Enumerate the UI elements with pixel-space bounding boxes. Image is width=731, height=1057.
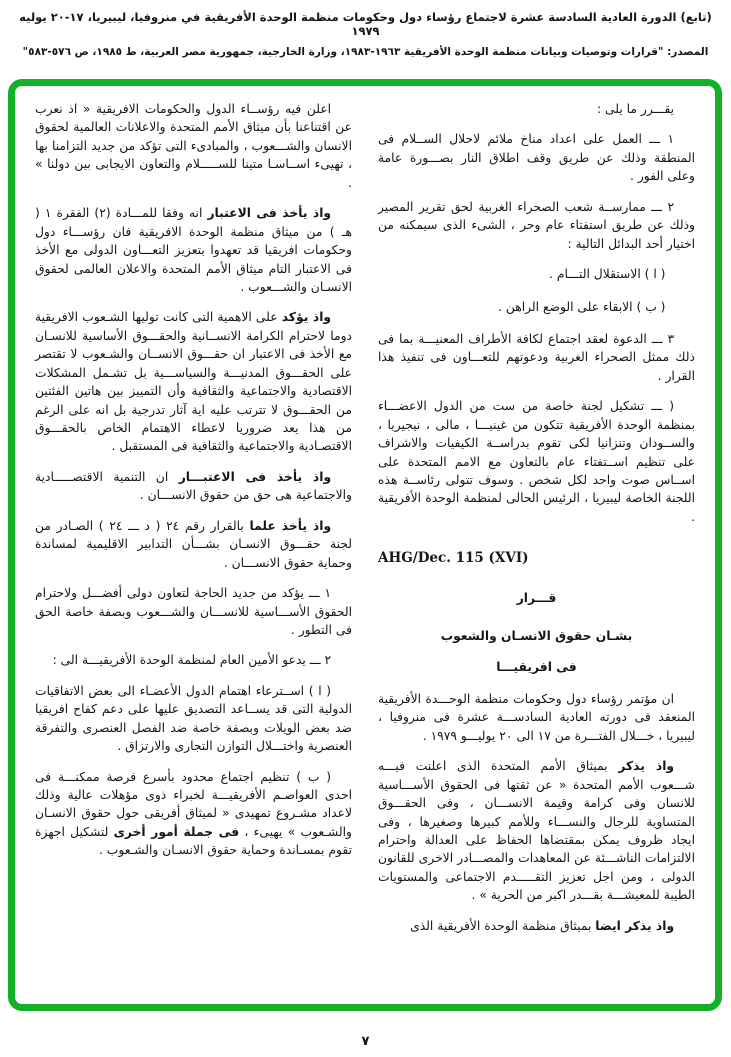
section-heading: بشـان حقوق الانسـان والشعوب <box>440 629 633 643</box>
paragraph: ( ب ) الابقاء على الوضع الراهن . <box>498 299 666 314</box>
paragraph: ٢ ـــ يدعو الأمين العام لمنظمة الوحدة الأفريقيـــة الى : <box>52 653 332 668</box>
column-left <box>35 100 352 996</box>
paragraph: واذ يؤكد على الاهمية التى كانت توليها الشـعوب الافريقية دوما لاحترام الكرامة الانســانية والحقـــوق الأساسية للانسـان مع الأخذ فى الاعتبار ان حقـــوق الانســان والشـعوب لا تقتصر على الحقـــوق المدنيـــة والسياســـية بل تشـمل المشكلات الاقتصادية والاجتماعية والثقافية وأن التمييز بين هاتين الفئتين من الحقـــوق لا تترتب عليه اية آثار تدرجية بل انه على الرغم من هذا يعد ضروريا لاعطاء الاهتمام الخاص بالحقـــوق الاقتصـادية والاجتماعية والثقافية فى المستقبل . <box>35 310 352 454</box>
paragraph: واذ يأخذ علما بالقرار رقم ٢٤ ( د ـــ ٢٤ ) الصـادر من لجنة حقـــوق الانسـان بشـــأن التدابير الاقليمية لمساندة وحماية حقوق الانســـان . <box>35 518 352 570</box>
column-right <box>378 100 695 996</box>
section-heading: فى افريقيـــا <box>496 660 577 675</box>
paragraph: ( ـــ تشكيل لجنة خاصة من ست من الدول الاعضـــاء بمنظمة الوحدة الأفريقية تتكون من غينيـــا ، مالى ، نيجيريا ، والســودان وتنزانيا لكى تقوم بدراســة الكيفيات والاشراف على تنظيم اســتفتاء عام بالتعاون مع الامم المتحدة على اســاس صوت واحد لكل شخص . وسوف تتولى رئاســة هذه اللجنة الخاصة ليبيريا ، الرئيس الحالى لمنظمة الوحدة الأفريقية . <box>378 399 695 524</box>
paragraph: واذ يأخذ فى الاعتبـــار ان التنمية الاقتصـــــادية والاجتماعية هى حق من حقوق الانســـان . <box>35 469 352 503</box>
paragraph: يقـــرر ما يلى : <box>596 102 675 116</box>
paragraph: ان مؤتمر رؤساء دول وحكومات منظمة الوحـــدة الأفريقية المنعقد فى دورته العادية السادســـة عشرة فى منروفيا ، ليبيريا ، خـــلال الفتـــرة من ١٧ الى ٢٠ يوليـــو ١٩٧٩ . <box>378 691 695 743</box>
section-heading: قـــرار <box>516 590 557 605</box>
header-source-line: المصدر: "قرارات وتوصيات وبيانات منظمة الوحدة الأفريقية ١٩٦٣-١٩٨٣، وزارة الخارجية، جمهورية مصر العربية، ط ١٩٨٥، ص ٥٧٦-٥٨٣" <box>22 46 709 58</box>
paragraph: ( ا ) الاستقلال التـــام . <box>549 267 666 282</box>
paragraph: ٢ ـــ ممارســة شعب الصحراء الغربية لحق تقرير المصير وذلك عن طريق استفتاء عام وحر ، الشىء الذى سيمكنه من اختيار أحد البدائل التالية : <box>378 199 695 251</box>
paragraph: واذ يذكر ايضا بميثاق منظمة الوحدة الأفريقية الذى <box>410 918 675 933</box>
paragraph: ( ا ) اســترعاء اهتمام الدول الأعضـاء الى بعض الاتفاقيات الدولية التى قد يســاعد التصديق عليها على دعم كفاح افريقيا ضد بعض الويلات وبصفة خاصة ضد الفصل العنصرى والتفرقة العنصرية واختـــلال التوازن التجارى والارتزاق . <box>35 683 352 754</box>
paragraph: ( ب ) تنظيم اجتماع محدود بأسرع فرصة ممكنـــة فى احدى العواصـم الأفريقيـــة لخبراء ذوى مؤهلات عالية وذلك لاعداد مشـروع تمهيدى « لميثاق أفريقى حول حقوق الانسـان والشـعوب » يهيىء ، فى جملة أمور أخرى لتشكيل اجهزة تقوم بمسـاندة وحماية حقوق الانسـان والشـعوب . <box>35 769 352 858</box>
paragraph: اعلن فيه رؤســاء الدول والحكومات الافريقية « اذ نعرب عن اقتناعنا بأن ميثاق الأمم المتحدة والاعلانات العالمية لحقوق الانسان والشـــعوب ، والمبادىء التى تؤكد من جديد التزامنا بها ، تهيىء اســاسـا متينا للســـــلام والتعاون الايجابى بين دولنا » . <box>35 102 352 190</box>
two-column-layout <box>35 100 695 996</box>
paragraph: ١ ـــ العمل على اعداد مناخ ملائم لاحلال الســلام فى المنطقة وذلك عن طريق وقف اطلاق النار بصـــورة عامة وعلى الفور . <box>378 132 695 184</box>
green-border-frame <box>8 79 722 1011</box>
paragraph: ٣ ـــ الدعوة لعقد اجتماع لكافة الأطراف المعنيـــة بما فى ذلك ممثل الصحراء الغربية ودعوتهم للتعـــاون فى تنفيذ هذا القرار . <box>378 331 695 383</box>
page-header <box>0 10 731 58</box>
page-number: ٧ <box>361 1034 370 1049</box>
document-reference: AHG/Dec. 115 (XVI) <box>378 550 529 567</box>
paragraph: واذ يأخذ فى الاعتبار انه وفقا للمـــادة (٢) الفقرة ١ ( هـ ) من ميثاق منظمة الوحدة الافريقية فان رؤســـاء دول وحكومات افريقيا قد تعهدوا بتعزيز التعـــاون الدولى مع الأخذ فى الاعتبار التام ميثاق الأمم المتحدة والاعلان العالمى لحقوق الانسـان والشـــعوب . <box>35 206 352 294</box>
paragraph: واذ يذكر بميثاق الأمم المتحدة الذى اعلنت فيـــه شـــعوب الأمم المتحدة « عن ثقتها فى الحقوق الأســـاسية للانسان وفى كرامة وقيمة الانســـان ، وفى الحقـــوق المتساوية للرجال والنســـاء وللأمم كبيرها وصغيرها ، وفى ايجاد ظروف يمكن بمقتضاها الحفاظ على العدالة واحترام الالتزامات الناشـــئة عن المعاهدات والمصـــادر الاخرى للقانون الدولى ، ومن اجل تعزيز التقـــــدم الاجتماعى والمستويات الطيبة للمعيشـــة بقـــدر اكبر من الحرية » . <box>378 759 695 903</box>
paragraph: ١ ـــ يؤكد من جديد الحاجة لتعاون دولى أفضـــل ولاحترام الحقوق الأســـاسية للانســـان والشـــعوب وبصفة خاصة الحق فى التطور . <box>35 586 352 637</box>
header-session-line: (تابع) الدورة العادية السادسة عشرة لاجتماع رؤساء دول وحكومات منظمة الوحدة الأفريقية في منروفيا، ليبيريا، ١٧-٢٠ يوليه ١٩٧٩ <box>19 10 712 38</box>
